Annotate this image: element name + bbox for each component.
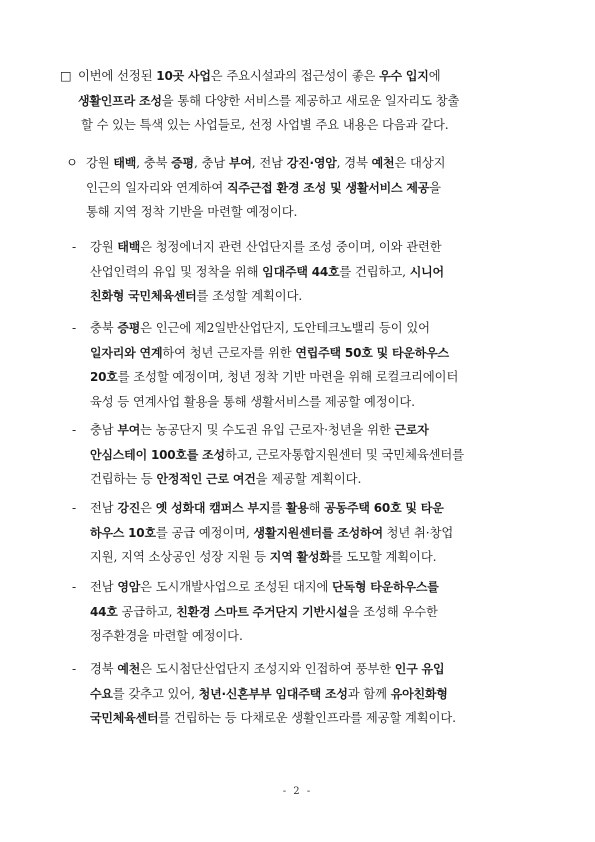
- summary-line-2: 인근의 일자리와 연계하여 직주근접 환경 조성 및 생활서비스 제공을: [86, 180, 441, 195]
- item-buyeo: [90, 418, 464, 492]
- item-line: 20호를 조성할 예정이며, 청년 정착 기반 마련을 위해 로컬크리에이터: [90, 370, 459, 384]
- page-number: - 2 -: [282, 786, 313, 797]
- item-line: 수요를 갖추고 있어, 청년·신혼부부 임대주택 조성과 함께 유아친화형: [90, 686, 448, 701]
- item-line: 하우스 10호를 공급 예정이며, 생활지원센터를 조성하여 청년 취·창업: [90, 525, 454, 540]
- dash-bullet: -: [72, 240, 77, 254]
- item-line: 경북 예천은 도시첨단산업단지 조성지와 인접하여 풍부한 인구 유입: [90, 662, 445, 676]
- item-line: 충북 증평은 인근에 제2일반산업단지, 도안테크노밸리 등이 있어: [90, 321, 430, 335]
- item-yecheon: [90, 657, 456, 731]
- intro-line-1: 이번에 선정된 10곳 사업은 주요시설과의 접근성이 좋은 우수 입지에: [78, 69, 441, 83]
- item-line: 정주환경을 마련할 예정이다.: [90, 629, 243, 643]
- circle-bullet: ㅇ: [66, 156, 78, 170]
- intro-line-2: 생활인프라 조성을 통해 다양한 서비스를 제공하고 새로운 일자리도 창출: [78, 93, 460, 108]
- item-line: 일자리와 연계하여 청년 근로자를 위한 연립주택 50호 및 타운하우스: [90, 345, 449, 360]
- item-taebaek: [90, 235, 444, 309]
- dash-bullet: -: [72, 662, 77, 676]
- summary-paragraph: [86, 151, 445, 225]
- item-line: 안심스테이 100호를 조성하고, 근로자통합지원센터 및 국민체육센터를: [90, 447, 464, 462]
- dash-bullet: -: [72, 501, 77, 515]
- item-gangjin: [90, 496, 453, 570]
- summary-line-3: 통해 지역 정착 기반을 마련할 예정이다.: [86, 205, 298, 219]
- item-line: 산업인력의 유입 및 정착을 위해 임대주택 44호를 건립하고, 시니어: [90, 264, 444, 279]
- item-line: 육성 등 연계사업 활용을 통해 생활서비스를 제공할 예정이다.: [90, 394, 415, 409]
- dash-bullet: -: [72, 423, 77, 437]
- item-line: 충남 부여는 농공단지 및 수도권 유입 근로자·청년을 위한 근로자: [90, 423, 429, 437]
- item-line: 44호 공급하고, 친환경 스마트 주거단지 기반시설을 조성해 우수한: [90, 604, 438, 619]
- summary-line-1: 강원 태백, 충북 증평, 충남 부여, 전남 강진·영암, 경북 예천은 대상지: [86, 156, 446, 170]
- intro-line-3: 할 수 있는 특색 있는 사업들로, 선정 사업별 주요 내용은 다음과 같다.: [81, 118, 449, 132]
- dash-bullet: -: [72, 321, 77, 335]
- item-line: 전남 영암은 도시개발사업으로 조성된 대지에 단독형 타운하우스를: [90, 580, 439, 594]
- square-bullet: □: [60, 69, 72, 83]
- item-line: 국민체육센터를 건립하는 등 다채로운 생활인프라를 제공할 계획이다.: [90, 711, 456, 725]
- item-line: 전남 강진은 옛 성화대 캠퍼스 부지를 활용해 공동주택 60호 및 타운: [90, 501, 444, 515]
- intro-paragraph: [78, 64, 459, 138]
- item-line: 지원, 지역 소상공인 성장 지원 등 지역 활성화를 도모할 계획이다.: [90, 550, 437, 564]
- item-yeongam: [90, 575, 439, 649]
- item-line: 건립하는 등 안정적인 근로 여건을 제공할 계획이다.: [90, 472, 362, 486]
- item-jeungpyeong: [90, 316, 458, 414]
- dash-bullet: -: [72, 580, 77, 594]
- item-line: 강원 태백은 청정에너지 관련 산업단지를 조성 중이며, 이와 관련한: [90, 240, 442, 254]
- item-line: 친화형 국민체육센터를 조성할 계획이다.: [90, 289, 303, 303]
